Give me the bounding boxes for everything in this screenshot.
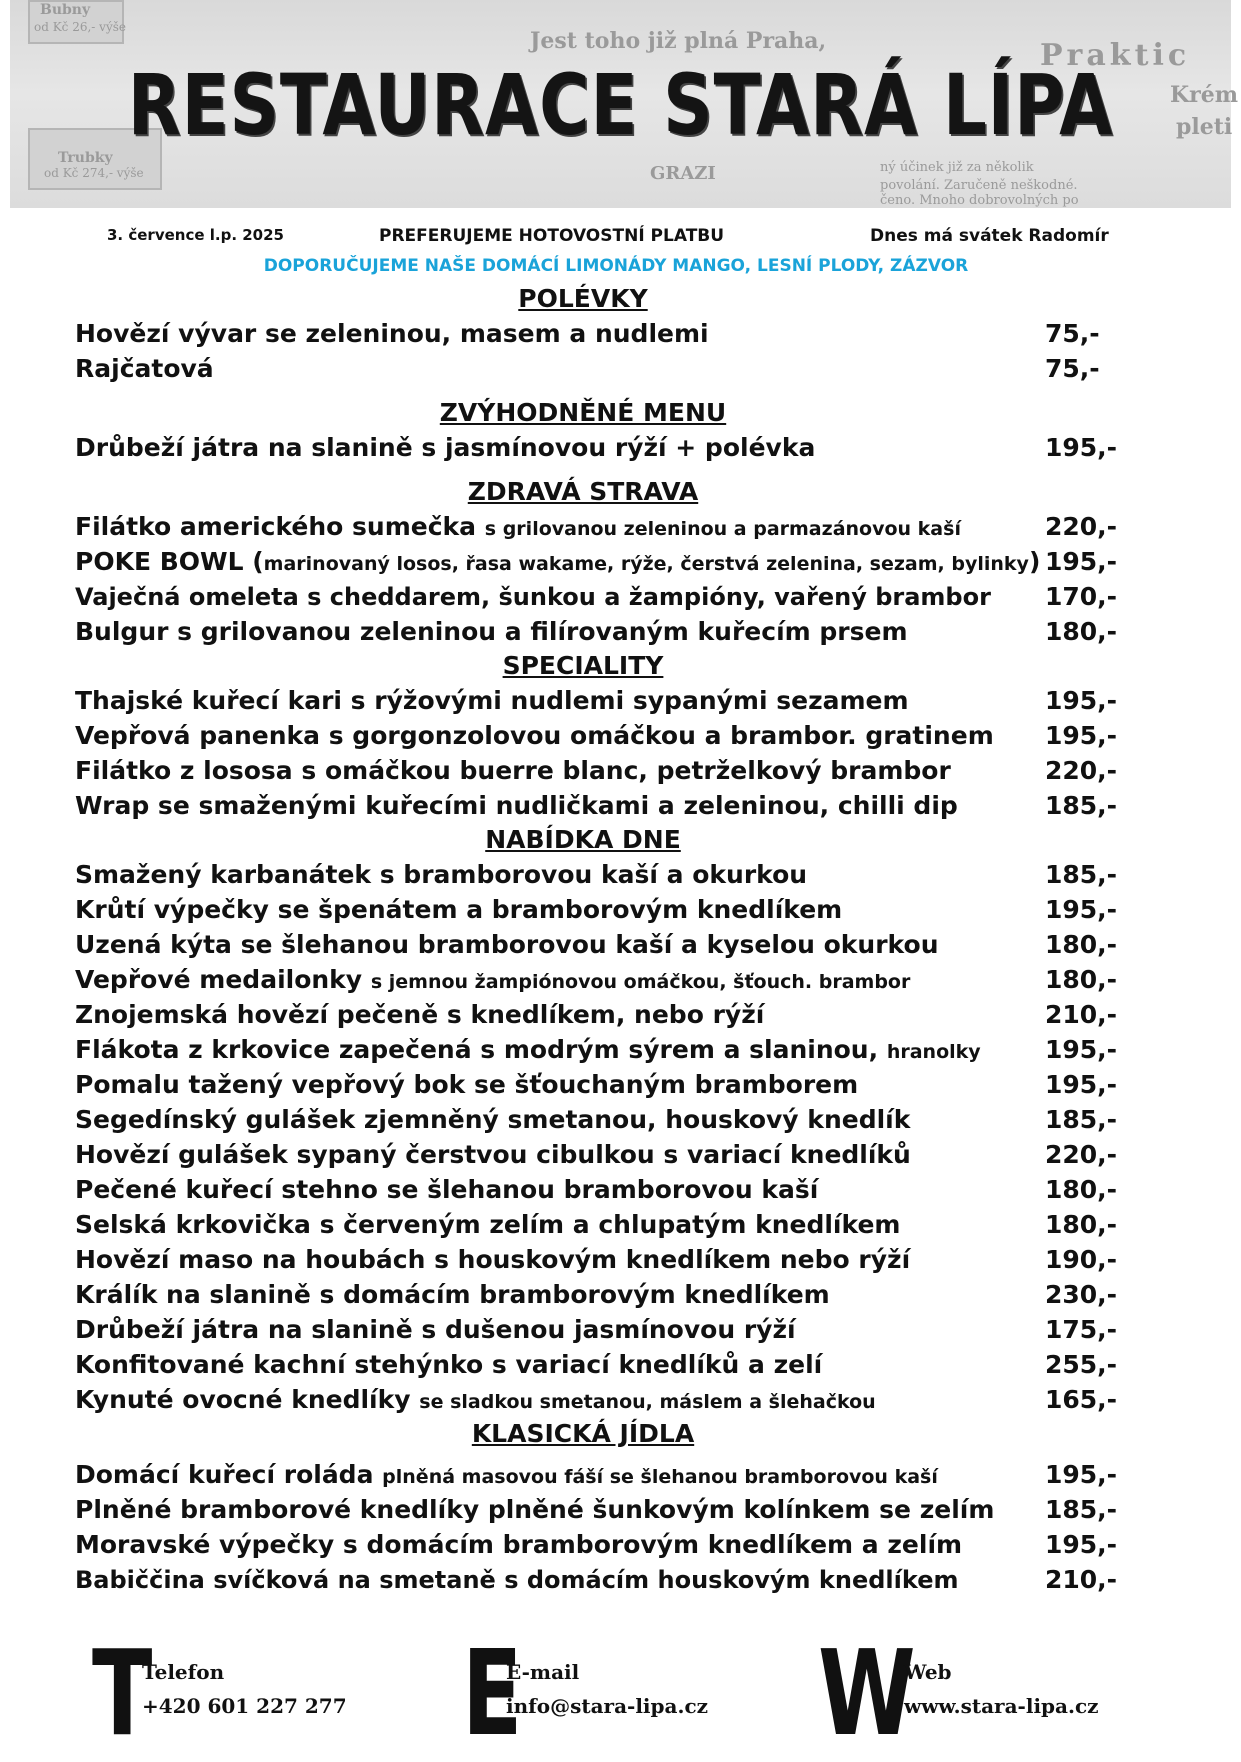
item-price: 220,- bbox=[1045, 756, 1118, 785]
item-name: Wrap se smaženými kuřecími nudličkami a zeleninou, chilli dip bbox=[75, 791, 958, 820]
item-description: s grilovanou zeleninou a parmazánovou kaší bbox=[484, 518, 961, 540]
phone-initial: T bbox=[92, 1624, 153, 1762]
item-price: 165,- bbox=[1045, 1385, 1118, 1414]
item-name: Hovězí gulášek sypaný čerstvou cibulkou s variací knedlíků bbox=[75, 1140, 911, 1169]
item-name: Drůbeží játra na slanině s jasmínovou rýží + polévka bbox=[75, 433, 816, 462]
item-name: Hovězí vývar se zeleninou, masem a nudlemi bbox=[75, 319, 709, 348]
menu-item bbox=[75, 351, 1125, 386]
item-name: Pečené kuřecí stehno se šlehanou bramborovou kaší bbox=[75, 1175, 819, 1204]
banner-snippet: Jest toho již plná Praha, bbox=[530, 28, 827, 54]
item-name: Vaječná omeleta s cheddarem, šunkou a žampióny, vařený brambor bbox=[75, 583, 991, 611]
menu-item bbox=[75, 788, 1125, 823]
web-initial: W bbox=[818, 1624, 916, 1762]
item-price: 75,- bbox=[1045, 354, 1100, 383]
item-price: 195,- bbox=[1045, 1460, 1118, 1489]
menu-item bbox=[75, 509, 1125, 544]
item-name: Kynuté ovocné knedlíky bbox=[75, 1385, 411, 1414]
item-description: s jemnou žampiónovou omáčkou, šťouch. brambor bbox=[370, 971, 911, 993]
item-name: Filátko amerického sumečka bbox=[75, 512, 477, 541]
restaurant-title: RESTAURACE STARÁ LÍPA bbox=[127, 56, 1114, 154]
menu-item bbox=[75, 892, 1125, 927]
menu-item bbox=[75, 1172, 1125, 1207]
item-price: 180,- bbox=[1045, 1175, 1118, 1204]
email-address[interactable]: info@stara-lipa.cz bbox=[506, 1694, 708, 1718]
item-price: 210,- bbox=[1045, 1565, 1118, 1594]
section-title-daily: NABÍDKA DNE bbox=[485, 825, 681, 854]
item-price: 195,- bbox=[1045, 547, 1118, 576]
email-initial: E bbox=[462, 1624, 523, 1762]
banner-snippet: Bubny bbox=[40, 2, 91, 18]
item-name: Vepřová panenka s gorgonzolovou omáčkou a brambor. gratinem bbox=[75, 721, 994, 750]
item-price: 210,- bbox=[1045, 1000, 1118, 1029]
item-name: Plněné bramborové knedlíky plněné šunkovým kolínkem se zelím bbox=[75, 1495, 995, 1524]
item-price: 185,- bbox=[1045, 791, 1118, 820]
nameday-text: Dnes má svátek Radomír bbox=[870, 226, 1109, 246]
item-price: 195,- bbox=[1045, 686, 1118, 715]
item-name: Drůbeží játra na slanině s dušenou jasmínovou rýží bbox=[75, 1315, 796, 1344]
item-price: 180,- bbox=[1045, 1210, 1118, 1239]
item-name: Uzená kýta se šlehanou bramborovou kaší a kyselou okurkou bbox=[75, 930, 939, 959]
item-name: Selská krkovička s červeným zelím a chlupatým knedlíkem bbox=[75, 1210, 901, 1239]
item-description: marinovaný losos, řasa wakame, rýže, čerstvá zelenina, sezam, bylinky bbox=[263, 553, 1029, 575]
item-price: 220,- bbox=[1045, 512, 1118, 541]
item-name: Hovězí maso na houbách s houskovým knedlíkem nebo rýží bbox=[75, 1245, 911, 1274]
item-name: Flákota z krkovice zapečená s modrým sýrem a slaninou, bbox=[75, 1035, 879, 1064]
banner-snippet: čeno. Mnoho dobrovolných po bbox=[880, 193, 1079, 208]
item-name: Bulgur s grilovanou zeleninou a filírovaným kuřecím prsem bbox=[75, 617, 908, 646]
item-name: Thajské kuřecí kari s rýžovými nudlemi sypanými sezamem bbox=[75, 686, 909, 715]
item-name: Filátko z lososa s omáčkou buerre blanc, petrželkový brambor bbox=[75, 756, 951, 785]
item-name: Konfitované kachní stehýnko s variací knedlíků a zelí bbox=[75, 1350, 823, 1379]
menu-item bbox=[75, 316, 1125, 351]
menu-item bbox=[75, 962, 1125, 997]
item-price: 220,- bbox=[1045, 1140, 1118, 1169]
banner-snippet: Krém bbox=[1170, 82, 1238, 108]
item-name: Babiččina svíčková na smetaně s domácím houskovým knedlíkem bbox=[75, 1566, 959, 1594]
item-price: 190,- bbox=[1045, 1245, 1118, 1274]
menu-item bbox=[75, 1312, 1125, 1347]
item-price: 195,- bbox=[1045, 1070, 1118, 1099]
item-name: Smažený karbanátek s bramborovou kaší a okurkou bbox=[75, 860, 808, 889]
item-name: Krůtí výpečky se špenátem a bramborovým knedlíkem bbox=[75, 895, 843, 924]
menu-item bbox=[75, 1067, 1125, 1102]
menu-item bbox=[75, 1102, 1125, 1137]
item-price: 175,- bbox=[1045, 1315, 1118, 1344]
menu-item bbox=[75, 430, 1125, 465]
menu-item bbox=[75, 1207, 1125, 1242]
section-title-healthy: ZDRAVÁ STRAVA bbox=[467, 477, 699, 506]
item-name: Moravské výpečky s domácím bramborovým knedlíkem a zelím bbox=[75, 1530, 963, 1559]
item-price: 185,- bbox=[1045, 1105, 1118, 1134]
phone-number[interactable]: +420 601 227 277 bbox=[142, 1694, 347, 1718]
item-description: plněná masovou fáší se šlehanou bramborovou kaší bbox=[382, 1466, 938, 1488]
banner-snippet: Praktic bbox=[1040, 38, 1191, 73]
menu-item bbox=[75, 753, 1125, 788]
item-name-tail: ) bbox=[1028, 547, 1041, 576]
item-price: 230,- bbox=[1045, 1280, 1118, 1309]
item-price: 180,- bbox=[1045, 617, 1118, 646]
banner-snippet: GRAZI bbox=[650, 163, 716, 184]
web-link[interactable]: www.stara-lipa.cz bbox=[904, 1694, 1099, 1718]
menu-item bbox=[75, 1492, 1125, 1527]
item-price: 185,- bbox=[1045, 1495, 1118, 1524]
item-price: 195,- bbox=[1045, 895, 1118, 924]
item-price: 185,- bbox=[1045, 860, 1118, 889]
email-label: E-mail bbox=[506, 1660, 580, 1684]
menu-item bbox=[75, 1562, 1125, 1597]
item-description: hranolky bbox=[886, 1041, 981, 1063]
item-name: POKE BOWL ( bbox=[75, 547, 264, 576]
menu-item bbox=[75, 579, 1125, 614]
menu-item bbox=[75, 544, 1125, 579]
item-price: 195,- bbox=[1045, 1530, 1118, 1559]
section-title-soups: POLÉVKY bbox=[518, 284, 648, 313]
item-name: Domácí kuřecí roláda bbox=[75, 1460, 374, 1489]
menu-item bbox=[75, 1242, 1125, 1277]
phone-label: Telefon bbox=[142, 1660, 225, 1684]
payment-note: PREFERUJEME HOTOVOSTNÍ PLATBU bbox=[379, 226, 725, 246]
item-price: 180,- bbox=[1045, 930, 1118, 959]
menu-item bbox=[75, 683, 1125, 718]
item-name: Znojemská hovězí pečeně s knedlíkem, nebo rýží bbox=[75, 1000, 765, 1029]
item-name: Králík na slanině s domácím bramborovým knedlíkem bbox=[75, 1280, 830, 1309]
menu bbox=[75, 282, 1125, 1597]
item-name: Vepřové medailonky bbox=[75, 965, 363, 994]
item-price: 195,- bbox=[1045, 433, 1118, 462]
item-name: Rajčatová bbox=[75, 354, 214, 383]
item-price: 255,- bbox=[1045, 1350, 1118, 1379]
menu-item bbox=[75, 718, 1125, 753]
item-description: se sladkou smetanou, máslem a šlehačkou bbox=[419, 1391, 876, 1413]
menu-item bbox=[75, 1137, 1125, 1172]
menu-item bbox=[75, 1527, 1125, 1562]
item-price: 195,- bbox=[1045, 1035, 1118, 1064]
section-title-classic: KLASICKÁ JÍDLA bbox=[471, 1419, 695, 1448]
banner-snippet: Trubky bbox=[58, 150, 113, 166]
item-price: 170,- bbox=[1045, 582, 1118, 611]
menu-item bbox=[75, 614, 1125, 649]
banner-snippet: od Kč 26,- výše bbox=[34, 20, 126, 34]
menu-item bbox=[75, 1457, 1125, 1492]
menu-item bbox=[75, 1347, 1125, 1382]
banner-snippet: pleti bbox=[1176, 114, 1233, 140]
item-price: 180,- bbox=[1045, 965, 1118, 994]
section-title-special: SPECIALITY bbox=[502, 651, 664, 680]
section-title-menu: ZVÝHODNĚNÉ MENU bbox=[439, 398, 727, 427]
item-price: 195,- bbox=[1045, 721, 1118, 750]
item-name: Segedínský gulášek zjemněný smetanou, houskový knedlík bbox=[75, 1105, 911, 1134]
header-banner bbox=[10, 0, 1238, 208]
menu-item bbox=[75, 1277, 1125, 1312]
item-price: 75,- bbox=[1045, 319, 1100, 348]
banner-snippet: povolání. Zaručeně neškodné. bbox=[880, 178, 1078, 193]
lemonade-promo: DOPORUČUJEME NAŠE DOMÁCÍ LIMONÁDY MANGO, LESNÍ PLODY, ZÁZVOR bbox=[263, 256, 969, 276]
web-label: Web bbox=[904, 1660, 952, 1684]
banner-snippet: od Kč 274,- výše bbox=[44, 166, 144, 180]
menu-item bbox=[75, 1382, 1125, 1417]
item-name: Pomalu tažený vepřový bok se šťouchaným bramborem bbox=[75, 1070, 859, 1099]
menu-item bbox=[75, 927, 1125, 962]
banner-snippet: ný účinek již za několik bbox=[880, 160, 1034, 175]
menu-item bbox=[75, 1032, 1125, 1067]
menu-item bbox=[75, 997, 1125, 1032]
menu-item bbox=[75, 857, 1125, 892]
date-text: 3. července l.p. 2025 bbox=[107, 226, 284, 244]
